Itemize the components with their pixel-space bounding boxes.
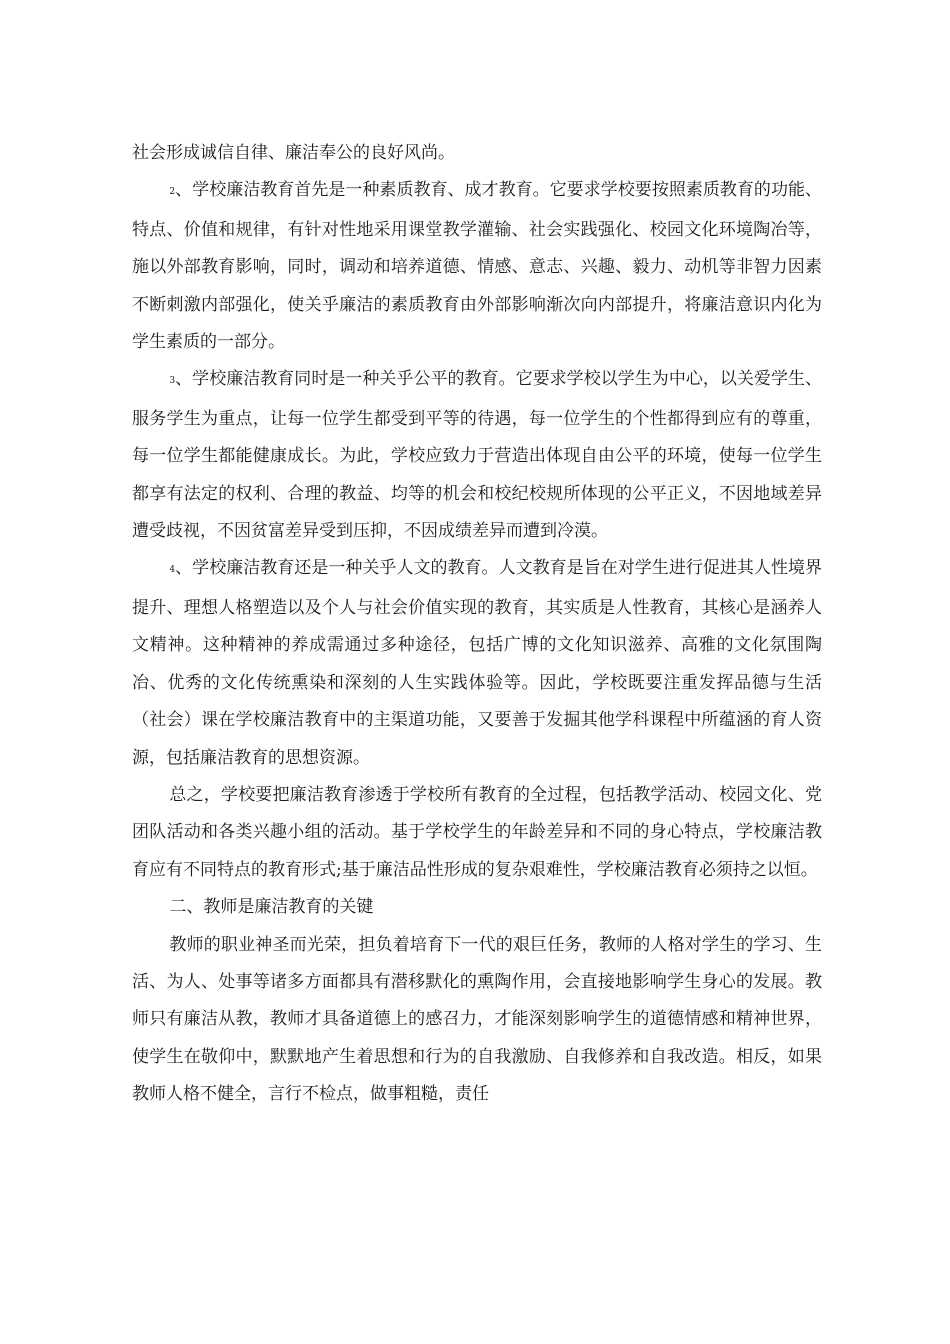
paragraph-text: 、学校廉洁教育首先是一种素质教育、成才教育。它要求学校要按照素质教育的功能、特点、价值和规律，有针对性地采用课堂教学灌输、社会实践强化、校园文化环境陶冶等，施以外部教育影响，同时，调动和培养道德、情感、意志、兴趣、毅力、动机等非智力因素不断刺激内部强化，使关乎廉洁的素质教育由外部影响渐次向内部提升，将廉洁意识内化为学生素质的一部分。 (132, 180, 822, 353)
paragraph-text: 总之，学校要把廉洁教育渗透于学校所有教育的全过程，包括教学活动、校园文化、党团队活动和各类兴趣小组的活动。基于学校学生的年龄差异和不同的身心特点，学校廉洁教育应有不同特点的教育形式;基于廉洁品性形成的复杂艰难性，学校廉洁教育必须持之以恒。 (132, 784, 822, 880)
paragraph-point-4 (132, 550, 822, 776)
list-number: 3 (169, 376, 176, 387)
paragraph-summary (132, 777, 822, 889)
paragraph-text: 教师的职业神圣而光荣，担负着培育下一代的艰巨任务，教师的人格对学生的学习、生活、为人、处事等诸多方面都具有潜移默化的熏陶作用，会直接地影响学生身心的发展。教师只有廉洁从教，教师才具备道德上的感召力，才能深刻影响学生的道德情感和精神世界，使学生在敬仰中，默默地产生着思想和行为的自我激励、自我修养和自我改造。相反，如果教师人格不健全，言行不检点，做事粗糙，责任 (132, 934, 822, 1105)
paragraph-point-2 (132, 172, 822, 361)
paragraph-text: 、学校廉洁教育同时是一种关乎公平的教育。它要求学校以学生为中心，以关爱学生、服务学生为重点，让每一位学生都受到平等的待遇，每一位学生的个性都得到应有的尊重，每一位学生都能健康成长。为此，学校应致力于营造出体现自由公平的环境，使每一位学生都享有法定的权利、合理的教益、均等的机会和校纪校规所体现的公平正义，不因地域差异遭受歧视，不因贫富差异受到压抑，不因成绩差异而遭到冷漠。 (132, 369, 822, 542)
paragraph-text: 、学校廉洁教育还是一种关乎人文的教育。人文教育是旨在对学生进行促进其人性境界提升、理想人格塑造以及个人与社会价值实现的教育，其实质是人性教育，其核心是涵养人文精神。这种精神的养成需通过多种途径，包括广博的文化知识滋养、高雅的文化氛围陶冶、优秀的文化传统熏染和深刻的人生实践体验等。因此，学校既要注重发挥品德与生活（社会）课在学校廉洁教育中的主渠道功能，又要善于发掘其他学科课程中所蕴涵的育人资源，包括廉洁教育的思想资源。 (132, 558, 822, 768)
paragraph-text: 社会形成诚信自律、廉洁奉公的良好风尚。 (132, 143, 455, 163)
heading-text: 二、教师是廉洁教育的关键 (169, 897, 374, 918)
paragraph-continuation (132, 135, 822, 172)
list-number: 2 (169, 187, 176, 198)
section-heading (132, 889, 822, 926)
paragraph-teacher (132, 927, 822, 1114)
document-body (132, 135, 822, 1114)
list-number: 4 (169, 565, 176, 576)
paragraph-point-3 (132, 361, 822, 550)
